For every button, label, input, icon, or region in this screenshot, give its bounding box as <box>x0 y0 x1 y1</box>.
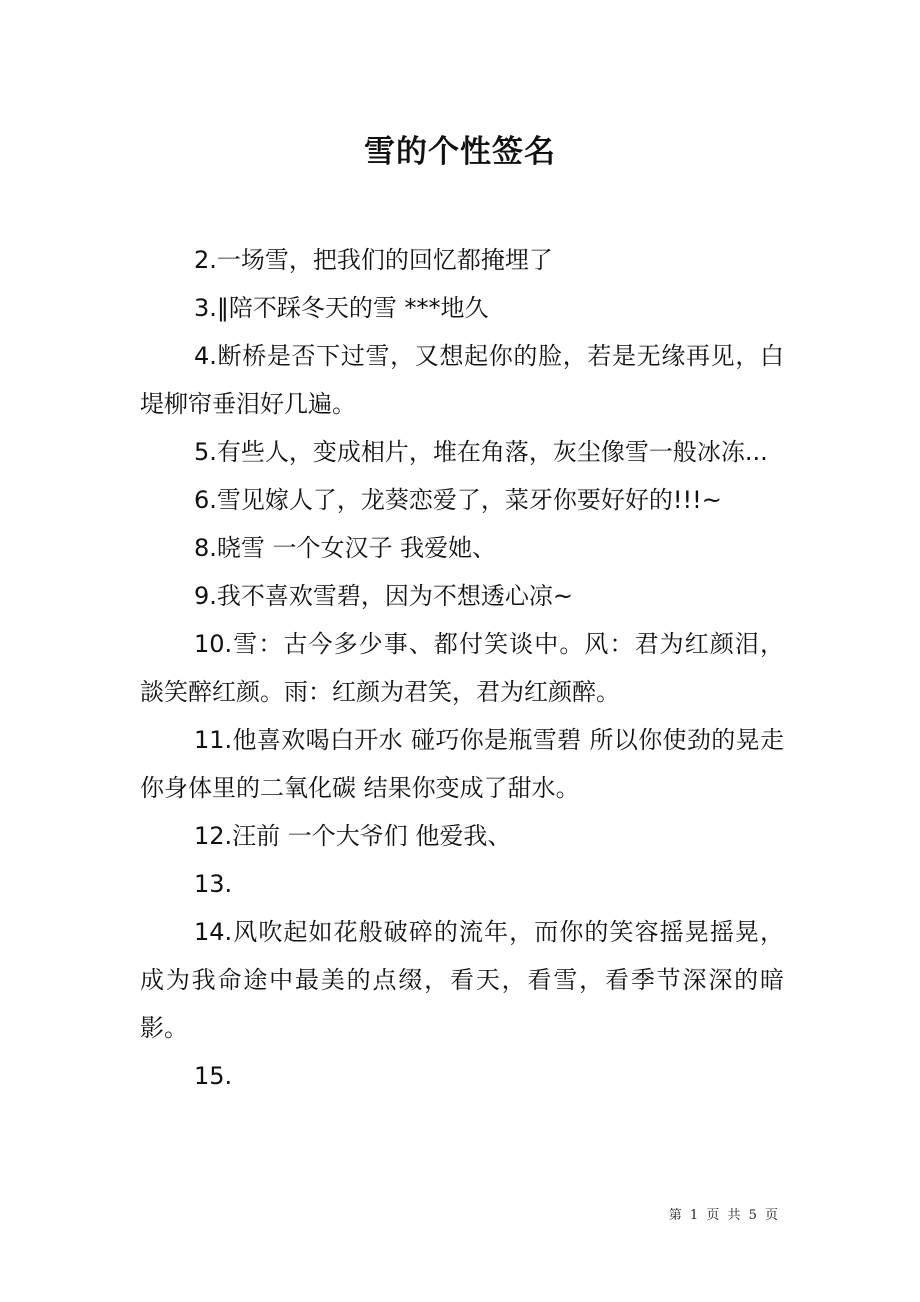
paragraph-8: 8.晓雪 一个女汉子 我爱她、 <box>194 534 497 562</box>
paragraph-4: 4.断桥是否下过雪，又想起你的脸，若是无缘再见，白堤柳帘垂泪好几遍。 <box>140 342 784 418</box>
paragraph-14: 14.风吹起如花般破碎的流年，而你的笑容摇晃摇晃，成为我命途中最美的点缀，看天，看雪，看季节深深的暗影。 <box>140 918 784 1042</box>
paragraph-9: 9.我不喜欢雪碧，因为不想透心凉~ <box>194 582 574 610</box>
paragraph-3: 3.‖陪不踩冬天的雪 ***地久 <box>194 294 489 322</box>
paragraph-15: 15. <box>194 1062 233 1090</box>
paragraph-6: 6.雪见嫁人了，龙葵恋爱了，菜牙你要好好的!!!~ <box>194 486 722 514</box>
paragraph-2: 2.一场雪，把我们的回忆都掩埋了 <box>194 246 553 274</box>
document-body <box>140 236 784 1100</box>
paragraph-10: 10.雪：古今多少事、都付笑谈中。风：君为红颜泪，談笑醉红颜。雨：红颜为君笑，君为红颜醉。 <box>140 630 784 706</box>
paragraph-12: 12.汪前 一个大爷们 他爱我、 <box>194 822 512 850</box>
paragraph-13: 13. <box>194 870 233 898</box>
paragraph-5: 5.有些人，变成相片，堆在角落，灰尘像雪一般冰冻... <box>194 438 768 466</box>
page-number-footer: 第 1 页 共 5 页 <box>668 1208 780 1223</box>
paragraph-11: 11.他喜欢喝白开水 碰巧你是瓶雪碧 所以你使劲的晃走你身体里的二氧化碳 结果你变成了甜水。 <box>140 726 784 802</box>
document-title: 雪的个性签名 <box>364 134 556 170</box>
